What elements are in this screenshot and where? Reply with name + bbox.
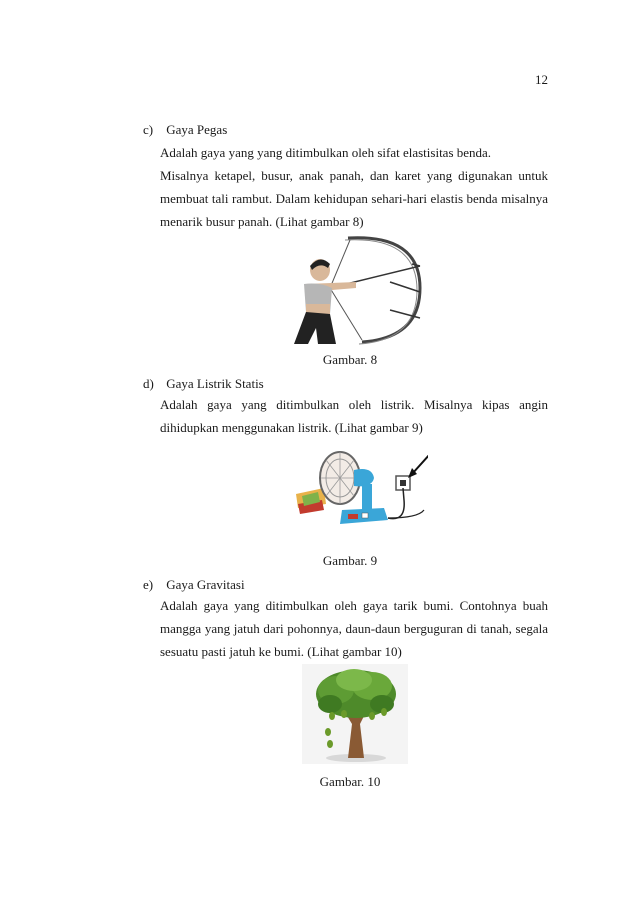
paragraph-line: menarik busur panah. (Lihat gambar 8)	[160, 214, 364, 229]
paragraph-gaya-listrik-statis	[160, 393, 548, 439]
paragraph-line: Adalah gaya yang yang ditimbulkan oleh sifat elastisitas benda.	[160, 145, 492, 160]
paragraph-gaya-gravitasi	[160, 594, 548, 663]
section-letter: e)	[143, 577, 154, 592]
paragraph-line: mangga yang jatuh dari pohonnya, daun-daun berguguran di tanah, segala	[160, 621, 548, 636]
paragraph-line: Adalah gaya yang ditimbulkan oleh gaya tarik bumi. Contohnya buah	[160, 598, 548, 613]
paragraph-line: membuat tali rambut. Dalam kehidupan sehari-hari elastis benda misalnya	[160, 191, 548, 206]
figure-caption: Gambar. 10	[319, 774, 381, 789]
section-heading-gaya-pegas	[143, 122, 227, 138]
section-letter: d)	[143, 376, 154, 391]
electric-fan-icon	[288, 448, 428, 538]
section-title: Gaya Listrik Statis	[166, 376, 264, 391]
section-letter: c)	[143, 122, 154, 137]
page-number: 12	[535, 72, 548, 87]
paragraph-line: dihidupkan menggunakan listrik. (Lihat gambar 9)	[160, 420, 423, 435]
paragraph-line: Adalah gaya yang ditimbulkan oleh listrik. Misalnya kipas angin	[160, 397, 548, 412]
archer-icon	[270, 232, 430, 346]
section-heading-gaya-listrik-statis	[143, 376, 264, 392]
section-heading-gaya-gravitasi	[143, 577, 245, 593]
mango-tree-icon	[302, 664, 408, 764]
section-title: Gaya Pegas	[166, 122, 228, 137]
figure-caption: Gambar. 8	[322, 352, 378, 367]
figure-caption: Gambar. 9	[322, 553, 378, 568]
paragraph-line: Misalnya ketapel, busur, anak panah, dan karet yang digunakan untuk	[160, 168, 548, 183]
paragraph-line: sesuatu pasti jatuh ke bumi. (Lihat gambar 10)	[160, 644, 402, 659]
section-title: Gaya Gravitasi	[166, 577, 245, 592]
paragraph-gaya-pegas	[160, 141, 548, 233]
